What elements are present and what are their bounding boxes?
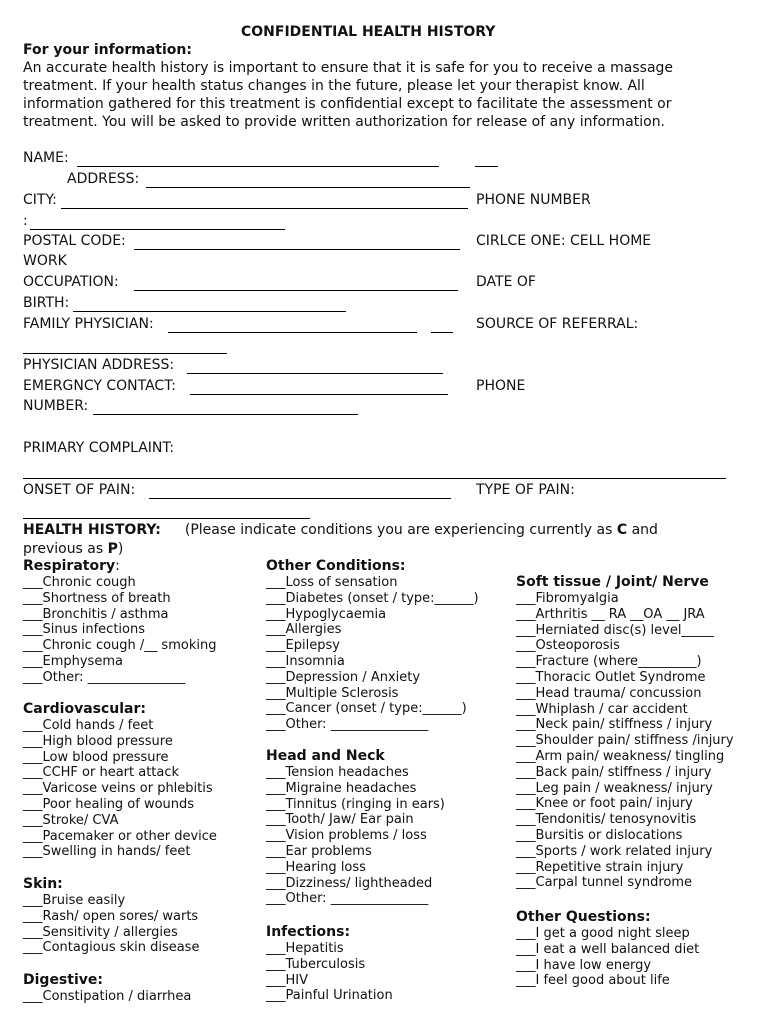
checklist-item[interactable]: ___Tendonitis/ tenosynovitis	[516, 812, 697, 828]
emergency-contact-field[interactable]	[190, 394, 448, 395]
checklist-item[interactable]: ___Thoracic Outlet Syndrome	[516, 670, 706, 685]
checklist-item[interactable]: ___Contagious skin disease	[23, 940, 200, 956]
checklist-item[interactable]: ___Allergies	[266, 622, 342, 638]
col1-section-heading: Cardiovascular:	[23, 701, 146, 717]
health-history-intro	[23, 522, 658, 538]
checklist-item[interactable]: ___Carpal tunnel syndrome	[516, 875, 693, 891]
checklist-item[interactable]: ___Neck pain/ stiffness / injury	[516, 717, 713, 733]
checklist-item[interactable]: ___Bursitis or dislocations	[516, 828, 683, 843]
info-line: An accurate health history is important to ensure that it is safe for you to receive a massage	[23, 60, 674, 76]
col1-section-heading: Digestive:	[23, 972, 103, 988]
checklist-item[interactable]: ___Epilepsy	[266, 638, 340, 654]
circle-one-label: CIRLCE ONE: CELL HOME	[476, 233, 652, 249]
emergency-contact-label: EMERGNCY CONTACT:	[23, 378, 176, 394]
checklist-item[interactable]: ___Ear problems	[266, 844, 372, 859]
info-line: treatment. You will be asked to provide written authorization for release of any information.	[23, 114, 666, 130]
phone-label: PHONE	[476, 378, 526, 394]
name-extra-field[interactable]	[475, 166, 498, 167]
instruction-text-end: )	[117, 541, 124, 557]
previous-code: P	[107, 541, 118, 557]
current-code: C	[616, 522, 628, 538]
date-of-label: DATE OF	[476, 274, 536, 290]
checklist-item[interactable]: ___Stroke/ CVA	[23, 812, 119, 828]
birth-field[interactable]	[73, 311, 346, 312]
checklist-item[interactable]: ___Depression / Anxiety	[266, 669, 421, 685]
info-line: information gathered for this treatment is confidential except to facilitate the assessment or	[23, 96, 672, 112]
primary-complaint-label: PRIMARY COMPLAINT:	[23, 440, 175, 456]
checklist-item[interactable]: ___Cancer (onset / type:______)	[266, 701, 467, 717]
checklist-item[interactable]: ___Other: _______________	[23, 669, 186, 685]
checklist-item[interactable]: ___Multiple Sclerosis	[266, 685, 399, 701]
type-of-pain-field[interactable]	[23, 518, 310, 519]
checklist-item[interactable]: ___Loss of sensation	[266, 575, 398, 590]
address-label: ADDRESS:	[67, 171, 140, 187]
checklist-item[interactable]: ___Osteoporosis	[516, 638, 620, 654]
work-label: WORK	[23, 253, 67, 269]
checklist-item[interactable]: ___Fibromyalgia	[516, 591, 619, 606]
checklist-item[interactable]: ___Whiplash / car accident	[516, 701, 688, 717]
health-history-intro-line2	[23, 541, 123, 557]
phone-number-field[interactable]	[30, 229, 285, 230]
physician-address-label: PHYSICIAN ADDRESS:	[23, 357, 175, 373]
col2-section-heading: Other Conditions:	[266, 558, 406, 574]
checklist-item[interactable]: ___Other: _______________	[266, 717, 429, 733]
checklist-item[interactable]: ___Chronic cough /__ smoking	[23, 638, 217, 654]
checklist-item[interactable]: ___Tuberculosis	[266, 956, 366, 972]
postal-code-label: POSTAL CODE:	[23, 233, 126, 249]
col1-section-heading: Skin:	[23, 876, 63, 892]
checklist-item[interactable]: ___Tooth/ Jaw/ Ear pain	[266, 812, 414, 828]
checklist-item[interactable]: ___I have low energy	[516, 957, 652, 973]
instruction-text-end: and	[627, 522, 658, 538]
checklist-item[interactable]: ___Shortness of breath	[23, 590, 171, 606]
checklist-item[interactable]: ___Cold hands / feet	[23, 718, 154, 733]
checklist-item[interactable]: ___Leg pain / weakness/ injury	[516, 780, 713, 796]
checklist-item[interactable]: ___Swelling in hands/ feet	[23, 844, 191, 860]
checklist-item[interactable]: ___Hypoglycaemia	[266, 606, 387, 622]
checklist-item[interactable]: ___Pacemaker or other device	[23, 828, 217, 844]
checklist-item[interactable]: ___Repetitive strain injury	[516, 859, 684, 875]
name-field[interactable]	[77, 166, 439, 167]
col2-section-heading: Infections:	[266, 924, 351, 940]
checklist-item[interactable]: ___Bruise easily	[23, 893, 126, 908]
checklist-item[interactable]: ___Varicose veins or phlebitis	[23, 781, 213, 797]
checklist-item[interactable]: ___Fracture (where_________)	[516, 654, 702, 670]
onset-of-pain-label: ONSET OF PAIN:	[23, 482, 136, 498]
checklist-item[interactable]: ___Sports / work related injury	[516, 843, 713, 859]
checklist-item[interactable]: ___Constipation / diarrhea	[23, 989, 192, 1004]
phone-number-label: PHONE NUMBER	[476, 192, 591, 208]
emergency-phone-field[interactable]	[93, 414, 358, 415]
health-history-heading: HEALTH HISTORY:	[23, 522, 161, 538]
checklist-item[interactable]: ___Vision problems / loss	[266, 828, 427, 844]
checklist-item[interactable]: ___Herniated disc(s) level_____	[516, 622, 714, 638]
occupation-label: OCCUPATION:	[23, 274, 119, 290]
checklist-item[interactable]: ___HIV	[266, 972, 309, 988]
physician-address-field[interactable]	[187, 373, 443, 374]
checklist-item[interactable]: ___Diabetes (onset / type:______)	[266, 590, 479, 606]
checklist-item[interactable]: ___Bronchitis / asthma	[23, 606, 169, 622]
checklist-item[interactable]: ___High blood pressure	[23, 733, 173, 749]
phone-colon-label: :	[23, 213, 28, 229]
info-line: treatment. If your health status changes in the future, please let your therapist know. All	[23, 78, 645, 94]
checklist-item[interactable]: ___Shoulder pain/ stiffness /injury	[516, 733, 734, 749]
col3-section-heading: Soft tissue / Joint/ Nerve	[516, 574, 709, 590]
checklist-item[interactable]: ___Dizziness/ lightheaded	[266, 875, 433, 891]
checklist-item[interactable]: ___I eat a well balanced diet	[516, 941, 700, 957]
source-referral-label: SOURCE OF REFERRAL:	[476, 316, 639, 332]
source-referral-field[interactable]	[23, 353, 227, 354]
instruction-text: (Please indicate conditions you are experiencing currently as	[184, 522, 617, 538]
onset-of-pain-field[interactable]	[149, 498, 451, 499]
section-heading-suffix: :	[115, 558, 120, 574]
checklist-item[interactable]: ___I get a good night sleep	[516, 926, 690, 941]
checklist-item[interactable]: ___Poor healing of wounds	[23, 797, 195, 812]
birth-label: BIRTH:	[23, 295, 70, 311]
number-label: NUMBER:	[23, 398, 89, 414]
occupation-field[interactable]	[134, 290, 458, 291]
checklist-item[interactable]: ___Sinus infections	[23, 622, 145, 638]
name-label: NAME:	[23, 150, 69, 166]
checklist-item[interactable]: ___Rash/ open sores/ warts	[23, 908, 199, 924]
checklist-item[interactable]: ___Emphysema	[23, 654, 123, 669]
checklist-item[interactable]: ___Other: _______________	[266, 891, 429, 907]
checklist-item[interactable]: ___Sensitivity / allergies	[23, 924, 178, 940]
instruction-text: previous as	[23, 541, 108, 557]
section-heading-text: Respiratory	[23, 558, 116, 574]
page-title: CONFIDENTIAL HEALTH HISTORY	[241, 24, 496, 40]
col3-section-heading: Other Questions:	[516, 909, 651, 925]
col2-section-heading: Head and Neck	[266, 748, 385, 764]
family-physician-extra-field[interactable]	[431, 332, 453, 333]
city-field[interactable]	[61, 208, 468, 209]
checklist-item[interactable]: ___Hepatitis	[266, 941, 344, 956]
checklist-item[interactable]: ___Chronic cough	[23, 575, 136, 590]
checklist-item[interactable]: ___Knee or foot pain/ injury	[516, 796, 693, 812]
checklist-item[interactable]: ___Head trauma/ concussion	[516, 685, 702, 701]
primary-complaint-field[interactable]	[23, 478, 726, 479]
checklist-item[interactable]: ___Back pain/ stiffness / injury	[516, 764, 712, 780]
address-field[interactable]	[146, 187, 470, 188]
checklist-item[interactable]: ___Tension headaches	[266, 765, 409, 780]
checklist-item[interactable]: ___Arm pain/ weakness/ tingling	[516, 749, 725, 764]
family-physician-label: FAMILY PHYSICIAN:	[23, 316, 154, 332]
family-physician-field[interactable]	[168, 332, 417, 333]
checklist-item[interactable]: ___Painful Urination	[266, 988, 393, 1004]
checklist-item[interactable]: ___Hearing loss	[266, 859, 366, 875]
checklist-item[interactable]: ___I feel good about life	[516, 973, 670, 989]
city-label: CITY:	[23, 192, 57, 208]
checklist-item[interactable]: ___Migraine headaches	[266, 780, 417, 796]
checklist-item[interactable]: ___Low blood pressure	[23, 749, 169, 765]
info-heading: For your information:	[23, 42, 192, 58]
checklist-item[interactable]: ___Tinnitus (ringing in ears)	[266, 796, 445, 812]
checklist-item[interactable]: ___Arthritis __ RA __OA __ JRA	[516, 606, 705, 622]
type-of-pain-label: TYPE OF PAIN:	[476, 482, 575, 498]
checklist-item[interactable]: ___Insomnia	[266, 654, 345, 669]
checklist-item[interactable]: ___CCHF or heart attack	[23, 765, 180, 781]
postal-code-field[interactable]	[134, 249, 460, 250]
col1-section-heading	[23, 558, 120, 574]
